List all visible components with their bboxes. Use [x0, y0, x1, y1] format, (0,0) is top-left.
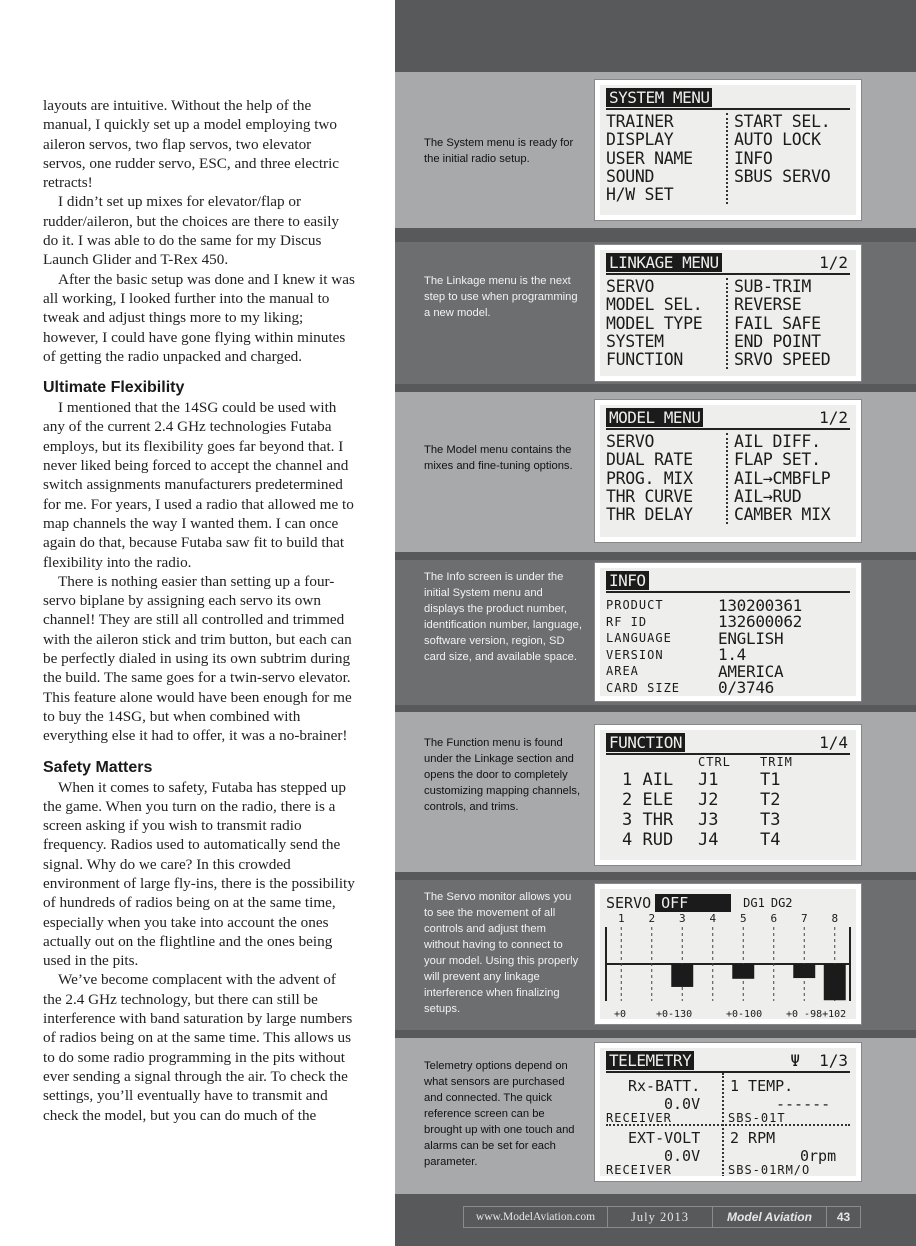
section-heading: Ultimate Flexibility: [43, 379, 185, 397]
system-panel: [395, 72, 916, 228]
trim-value: T3: [760, 810, 781, 830]
servo-caption: The Servo monitor allows you to see the movement of all controls and adjust them without having to connect to your model. Using this properly will prevent any linkage interference when finalizing setups.: [424, 891, 579, 1015]
function-screen: [595, 725, 861, 865]
menu-item: DUAL RATE: [606, 450, 693, 470]
rpm-source: SBS-01RM/O: [728, 1163, 811, 1177]
info-panel: [395, 560, 916, 705]
paragraph: I didn’t set up mixes for elevator/flap or rudder/aileron, but the choices are there to easily do it. I was able to do the same for my Discus Launch Glider and T-Rex 450.: [43, 193, 340, 269]
model-caption: The Model menu contains the mixes and fine-tuning options.: [424, 444, 573, 472]
trim-value: T1: [760, 770, 781, 790]
telemetry-panel: [395, 1038, 916, 1194]
info-value: ENGLISH: [718, 628, 784, 648]
ctrl-column-header: CTRL: [698, 755, 731, 769]
menu-item: DISPLAY: [606, 130, 674, 150]
servo-channel-label: 4: [709, 913, 717, 925]
model-panel: [395, 392, 916, 552]
info-label: PRODUCT: [606, 598, 664, 613]
footer-date: July 2013: [608, 1207, 713, 1227]
screen-title: FUNCTION: [606, 733, 685, 752]
menu-item: MODEL TYPE: [606, 313, 703, 333]
temp-value: ------: [776, 1095, 831, 1113]
servo-channel-label: 8: [831, 913, 839, 925]
antenna-icon: Ψ: [790, 1051, 800, 1070]
telemetry-screen: [595, 1043, 861, 1181]
rx-batt-source: RECEIVER: [606, 1111, 672, 1125]
info-label: CARD SIZE: [606, 680, 681, 695]
paragraph: We’ve become complacent with the advent of the 2.4 GHz technology, but there can still be interference with band saturation by large numbers of radios being on at the same time. This allows us to do some radio programming in the pits without ever sending a signal through the air. To check the settings, you’ll eventually have to transmit and check the model, but you can do much of the: [43, 971, 353, 1124]
info-label: AREA: [606, 664, 639, 679]
menu-item: AIL→RUD: [734, 486, 802, 506]
linkage-menu-screen: [595, 245, 861, 381]
ext-volt-value: 0.0V: [664, 1147, 701, 1165]
info-value: 0/3746: [718, 678, 774, 698]
menu-item: SERVO: [606, 432, 655, 451]
menu-item: SYSTEM: [606, 331, 664, 351]
page-indicator: 1/4: [819, 733, 848, 752]
trim-value: T4: [760, 830, 781, 850]
paragraph: layouts are intuitive. Without the help of the manual, I quickly set up a model employing two aileron servos, two flap servos, two elevator servos, one rudder servo, ESC, and three electric retracts!: [43, 97, 340, 192]
servo-channel-label: 5: [739, 913, 747, 925]
system-menu-screen: [595, 80, 861, 220]
menu-item: SBUS SERVO: [734, 166, 831, 186]
menu-item: FAIL SAFE: [734, 313, 821, 333]
screenshot-sidebar: [395, 0, 916, 1246]
rpm-value: 0rpm: [800, 1147, 837, 1165]
menu-item: AIL→CMBFLP: [734, 468, 831, 488]
page-indicator: 1/3: [819, 1051, 848, 1070]
channel-label: 1 AIL: [622, 770, 674, 790]
menu-item: REVERSE: [734, 295, 802, 315]
info-value: 132600062: [718, 612, 802, 632]
dg1-indicator: DG1: [743, 896, 765, 910]
info-value: AMERICA: [718, 661, 784, 681]
menu-item: THR DELAY: [606, 505, 693, 525]
servo-channel-label: 7: [800, 913, 808, 925]
info-label: VERSION: [606, 647, 664, 662]
trim-column-header: TRIM: [760, 755, 793, 769]
menu-item: END POINT: [734, 331, 821, 351]
menu-item: THR CURVE: [606, 486, 693, 506]
trim-value: T2: [760, 790, 781, 810]
servo-bar-chart: [600, 913, 856, 1023]
menu-item: CAMBER MIX: [734, 505, 831, 525]
menu-item: INFO: [734, 148, 773, 168]
screen-title: TELEMETRY: [606, 1051, 694, 1070]
servo-bar: [732, 964, 754, 979]
ctrl-value: J1: [698, 770, 719, 790]
temp-source: SBS-01T: [728, 1111, 786, 1125]
menu-item: START SEL.: [734, 112, 831, 131]
menu-item: SERVO: [606, 277, 655, 296]
paragraph: I mentioned that the 14SG could be used with any of the current 2.4 GHz technologies Futaba employs, but its flexibility goes far beyond that. I never liked being forced to accept the channel and switch assignments manufacturers predetermined for me. For years, I used a radio that allowed me to map channels the way I wanted them. I can once again do that, because Futaba saw fit to build that flexibility into the radio.: [43, 399, 354, 571]
screen-title: INFO: [606, 571, 649, 590]
footer-url: www.ModelAviation.com: [464, 1207, 608, 1227]
info-label: RF ID: [606, 614, 648, 629]
menu-item: SRVO SPEED: [734, 350, 831, 370]
linkage-panel: [395, 242, 916, 384]
menu-item: AIL DIFF.: [734, 432, 821, 451]
section-heading: Safety Matters: [43, 758, 153, 776]
paragraph: After the basic setup was done and I knew it was all working, I looked further into the manual to tweak and adjust things more to my liking; however, I could have gone flying within minutes of getting the radio unpacked and charged.: [43, 270, 355, 365]
function-caption: The Function menu is found under the Linkage section and opens the door to completely customizing mapping channels, controls, and trims.: [424, 737, 581, 813]
rpm-label: 2 RPM: [730, 1129, 776, 1147]
page-indicator: 1/2: [819, 408, 848, 427]
menu-item: FUNCTION: [606, 350, 684, 370]
servo-bar: [793, 964, 815, 978]
servo-readout: +0: [614, 1009, 627, 1020]
ctrl-value: J2: [698, 790, 719, 810]
menu-item: TRAINER: [606, 112, 674, 131]
menu-item: SOUND: [606, 166, 655, 186]
servo-channel-label: 6: [770, 913, 778, 925]
temp-label: 1 TEMP.: [730, 1077, 794, 1095]
menu-item: PROG. MIX: [606, 468, 693, 488]
channel-label: 2 ELE: [622, 790, 674, 810]
page-indicator: 1/2: [819, 253, 848, 272]
paragraph: When it comes to safety, Futaba has stepped up the game. When you turn on the radio, there is a screen asking if you wish to transmit radio frequency. Radios used to automatically send the signal. Why do we care? In this crowded environment of large fly-ins, there is the possibility of hundreds of radios being on at the same time, especially when you take into account the ones actually out on the flightline and the ones being used in the pits.: [43, 778, 355, 970]
linkage-caption: The Linkage menu is the next step to use when programming a new model.: [424, 275, 578, 319]
dg2-indicator: DG2: [770, 896, 793, 910]
ctrl-value: J4: [698, 830, 719, 850]
screen-title: LINKAGE MENU: [606, 253, 722, 272]
ext-volt-label: EXT-VOLT: [628, 1129, 701, 1147]
page-footer: [463, 1206, 861, 1228]
menu-item: USER NAME: [606, 148, 693, 168]
servo-panel: [395, 880, 916, 1030]
channel-label: 4 RUD: [622, 830, 674, 850]
rx-batt-label: Rx-BATT.: [628, 1077, 701, 1095]
screen-title: SERVO: [606, 894, 652, 912]
screen-title: MODEL MENU: [606, 408, 703, 427]
article-body: [43, 96, 357, 1125]
servo-monitor-screen: [595, 884, 861, 1024]
menu-item: H/W SET: [606, 185, 674, 205]
menu-item: MODEL SEL.: [606, 295, 703, 315]
channel-label: 3 THR: [622, 810, 674, 830]
rx-batt-value: 0.0V: [664, 1095, 701, 1113]
telemetry-caption: Telemetry options depend on what sensors are purchased and connected. The quick reference screen can be brought up with one touch and alarms can be set for each parameter.: [424, 1060, 575, 1168]
info-screen: [595, 563, 861, 701]
menu-item: SUB-TRIM: [734, 277, 812, 296]
servo-bar: [824, 964, 846, 1000]
menu-item: AUTO LOCK: [734, 130, 821, 150]
system-caption: The System menu is ready for the initial radio setup.: [424, 137, 574, 165]
model-menu-screen: [595, 400, 861, 542]
ctrl-value: J3: [698, 810, 719, 830]
function-panel: [395, 712, 916, 872]
paragraph: There is nothing easier than setting up a four-servo biplane by assigning each servo its own channel! They are still all controlled and trimmed with the aileron stick and trim button, but each can be perfectly dialed in using its own subtrim during the build. The same goes for a twin-servo elevator. This feature alone would have been enough for me to buy the 14SG, but when combined with everything else it had to offer, it was a no-brainer!: [43, 572, 352, 745]
footer-magazine: Model Aviation: [713, 1207, 827, 1227]
info-caption: The Info screen is under the initial System menu and displays the product number, identification number, language, software version, region, SD card size, and available space.: [424, 571, 582, 663]
screen-title: SYSTEM MENU: [606, 88, 712, 107]
menu-item: FLAP SET.: [734, 450, 821, 470]
info-value: 130200361: [718, 595, 802, 615]
servo-readout: +0-130: [656, 1009, 693, 1020]
servo-bar: [671, 964, 693, 987]
info-label: LANGUAGE: [606, 631, 672, 646]
servo-mode-value: OFF: [655, 894, 731, 912]
servo-readout: +0-100: [726, 1009, 763, 1020]
servo-channel-label: 3: [678, 913, 686, 925]
servo-readout: +0 -98+102: [786, 1009, 847, 1020]
info-value: 1.4: [718, 645, 746, 665]
ext-volt-source: RECEIVER: [606, 1163, 672, 1177]
page-number: 43: [836, 1210, 851, 1224]
servo-channel-label: 2: [648, 913, 656, 925]
servo-channel-label: 1: [617, 913, 625, 925]
